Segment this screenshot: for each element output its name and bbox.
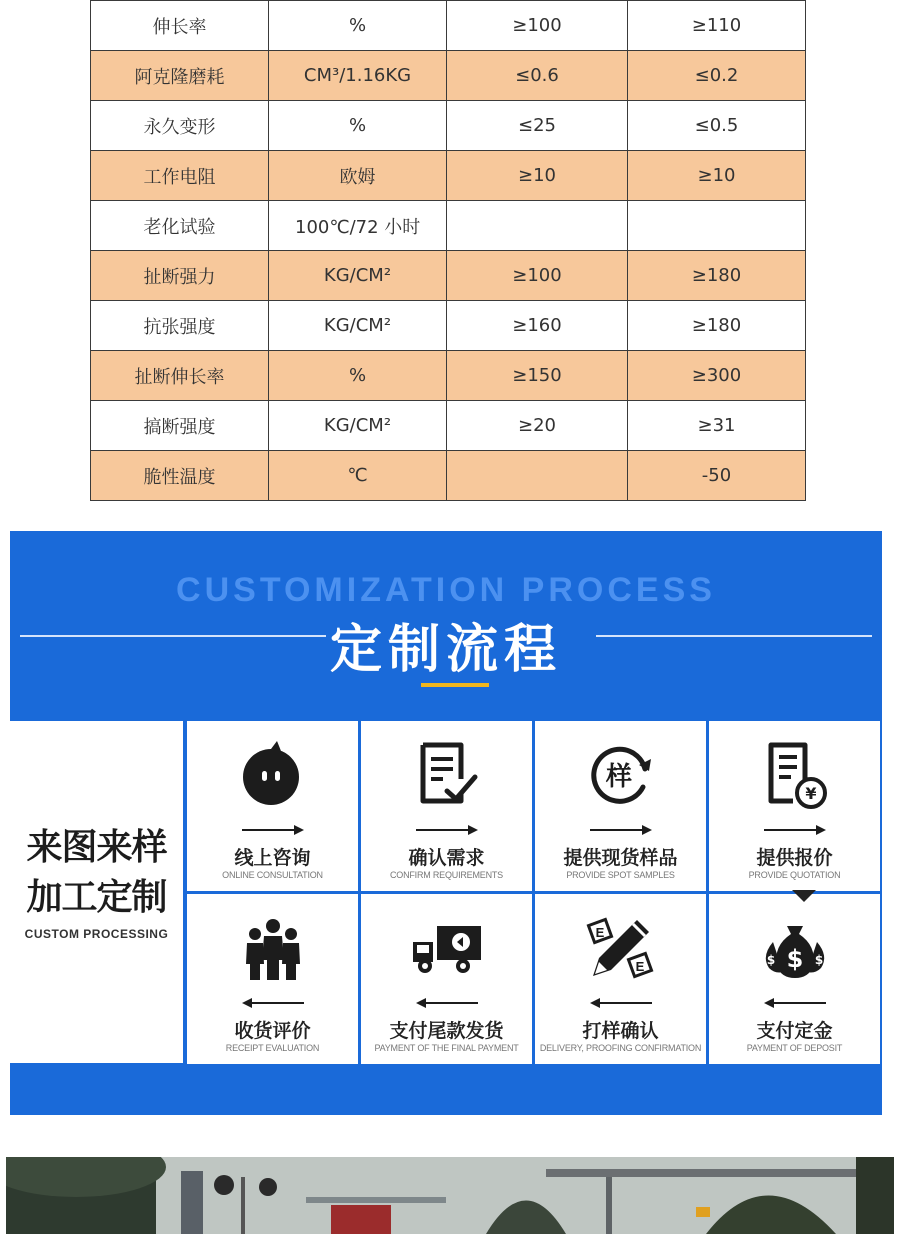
arrow-left-icon [764, 997, 826, 1009]
spec-name-cell: 搞断强度 [91, 401, 269, 451]
step-proofing-confirmation [535, 894, 706, 1064]
step-online-consultation [187, 721, 358, 891]
spec-value1-cell: ≥10 [447, 151, 628, 201]
chat-bubble-icon [237, 739, 309, 811]
spec-unit-cell: KG/CM² [269, 301, 447, 351]
svg-text:$: $ [786, 945, 803, 973]
step-label-cn: 线上咨询 [234, 847, 311, 869]
spec-value2-cell [628, 201, 806, 251]
spec-row [91, 101, 806, 151]
spec-name-cell: 工作电阻 [91, 151, 269, 201]
flow-down-marker-icon [792, 890, 816, 902]
spec-unit-cell: % [269, 101, 447, 151]
spec-unit-cell: ℃ [269, 451, 447, 501]
step-provide-spot-samples [535, 721, 706, 891]
spec-value2-cell: ≥300 [628, 351, 806, 401]
people-group-icon [237, 912, 309, 984]
step-label-en: PROVIDE SPOT SAMPLES [566, 870, 675, 880]
spec-unit-cell: KG/CM² [269, 401, 447, 451]
spec-name-cell: 抗张强度 [91, 301, 269, 351]
spec-row [91, 401, 806, 451]
outdoor-photo [6, 1157, 894, 1234]
spec-value1-cell [447, 201, 628, 251]
process-grid [10, 721, 882, 1069]
spec-row [91, 301, 806, 351]
checklist-icon [411, 739, 483, 811]
custom-panel-line2: 加工定制 [26, 877, 167, 918]
svg-text:E: E [635, 959, 644, 974]
step-label-cn: 支付尾款发货 [389, 1020, 504, 1042]
title-accent-bar [421, 683, 489, 687]
money-bags-icon [759, 912, 831, 984]
arrow-left-icon [242, 997, 304, 1009]
step-label-en: DELIVERY, PROOFING CONFIRMATION [539, 1043, 702, 1053]
step-label-cn: 提供报价 [756, 847, 833, 869]
spec-value1-cell: ≤25 [447, 101, 628, 151]
spec-value2-cell: -50 [628, 451, 806, 501]
spec-value1-cell: ≥100 [447, 1, 628, 51]
step-label-cn: 收货评价 [234, 1020, 311, 1042]
spec-name-cell: 脆性温度 [91, 451, 269, 501]
photo-scene [6, 1157, 894, 1234]
step-confirm-requirements [361, 721, 532, 891]
arrow-right-icon [416, 824, 478, 836]
spec-value1-cell: ≥100 [447, 251, 628, 301]
spec-name-cell: 伸长率 [91, 1, 269, 51]
spec-value2-cell: ≤0.5 [628, 101, 806, 151]
custom-panel-line1: 来图来样 [26, 827, 167, 868]
step-label-en: PAYMENT OF THE FINAL PAYMENT [374, 1043, 519, 1053]
step-label-cn: 提供现货样品 [563, 847, 678, 869]
step-provide-quotation [709, 721, 880, 891]
spec-row [91, 451, 806, 501]
step-label-cn: 打样确认 [582, 1020, 659, 1042]
process-title-cn: 定制流程 [329, 620, 562, 680]
spec-value2-cell: ≥10 [628, 151, 806, 201]
spec-unit-cell: % [269, 351, 447, 401]
svg-text:$: $ [814, 953, 823, 967]
spec-name-cell: 扯断伸长率 [91, 351, 269, 401]
step-payment-of-deposit [709, 894, 880, 1064]
svg-text:样: 样 [605, 762, 632, 792]
arrow-left-icon [590, 997, 652, 1009]
spec-table [90, 0, 806, 501]
custom-panel-en: CUSTOM PROCESSING [24, 927, 169, 941]
spec-value2-cell: ≥110 [628, 1, 806, 51]
custom-processing-panel [10, 721, 183, 1063]
customization-process-section [10, 531, 882, 1115]
spec-row [91, 251, 806, 301]
spec-row [91, 201, 806, 251]
step-label-cn: 支付定金 [756, 1020, 833, 1042]
arrow-right-icon [242, 824, 304, 836]
spec-row [91, 351, 806, 401]
spec-name-cell: 永久变形 [91, 101, 269, 151]
step-label-en: ONLINE CONSULTATION [222, 870, 323, 880]
step-label-en: PROVIDE QUOTATION [748, 870, 841, 880]
step-final-payment [361, 894, 532, 1064]
spec-value2-cell: ≥31 [628, 401, 806, 451]
spec-unit-cell: % [269, 1, 447, 51]
step-label-en: CONFIRM REQUIREMENTS [389, 870, 503, 880]
spec-value1-cell: ≥160 [447, 301, 628, 351]
spec-unit-cell: 100℃/72 小时 [269, 201, 447, 251]
arrow-right-icon [764, 824, 826, 836]
svg-text:¥: ¥ [804, 784, 817, 803]
spec-name-cell: 扯断强力 [91, 251, 269, 301]
svg-text:E: E [595, 925, 604, 940]
spec-value1-cell: ≤0.6 [447, 51, 628, 101]
spec-row [91, 1, 806, 51]
spec-unit-cell: KG/CM² [269, 251, 447, 301]
spec-name-cell: 老化试验 [91, 201, 269, 251]
arrow-left-icon [416, 997, 478, 1009]
spec-value1-cell: ≥20 [447, 401, 628, 451]
invoice-yen-icon [759, 739, 831, 811]
spec-value2-cell: ≥180 [628, 251, 806, 301]
step-label-en: RECEIPT EVALUATION [225, 1043, 320, 1053]
spec-unit-cell: 欧姆 [269, 151, 447, 201]
pencil-edit-icon [585, 912, 657, 984]
process-title-en: CUSTOMIZATION PROCESS [176, 571, 716, 609]
spec-value2-cell: ≥180 [628, 301, 806, 351]
spec-value2-cell: ≤0.2 [628, 51, 806, 101]
spec-row [91, 151, 806, 201]
step-label-en: PAYMENT OF DEPOSIT [746, 1043, 843, 1053]
spec-unit-cell: CM³/1.16KG [269, 51, 447, 101]
spec-row [91, 51, 806, 101]
arrow-right-icon [590, 824, 652, 836]
spec-name-cell: 阿克隆磨耗 [91, 51, 269, 101]
delivery-truck-icon [411, 912, 483, 984]
spec-value1-cell [447, 451, 628, 501]
spec-value1-cell: ≥150 [447, 351, 628, 401]
svg-text:$: $ [766, 953, 775, 967]
sample-cycle-icon [585, 739, 657, 811]
step-label-cn: 确认需求 [408, 847, 485, 869]
step-receipt-evaluation [187, 894, 358, 1064]
